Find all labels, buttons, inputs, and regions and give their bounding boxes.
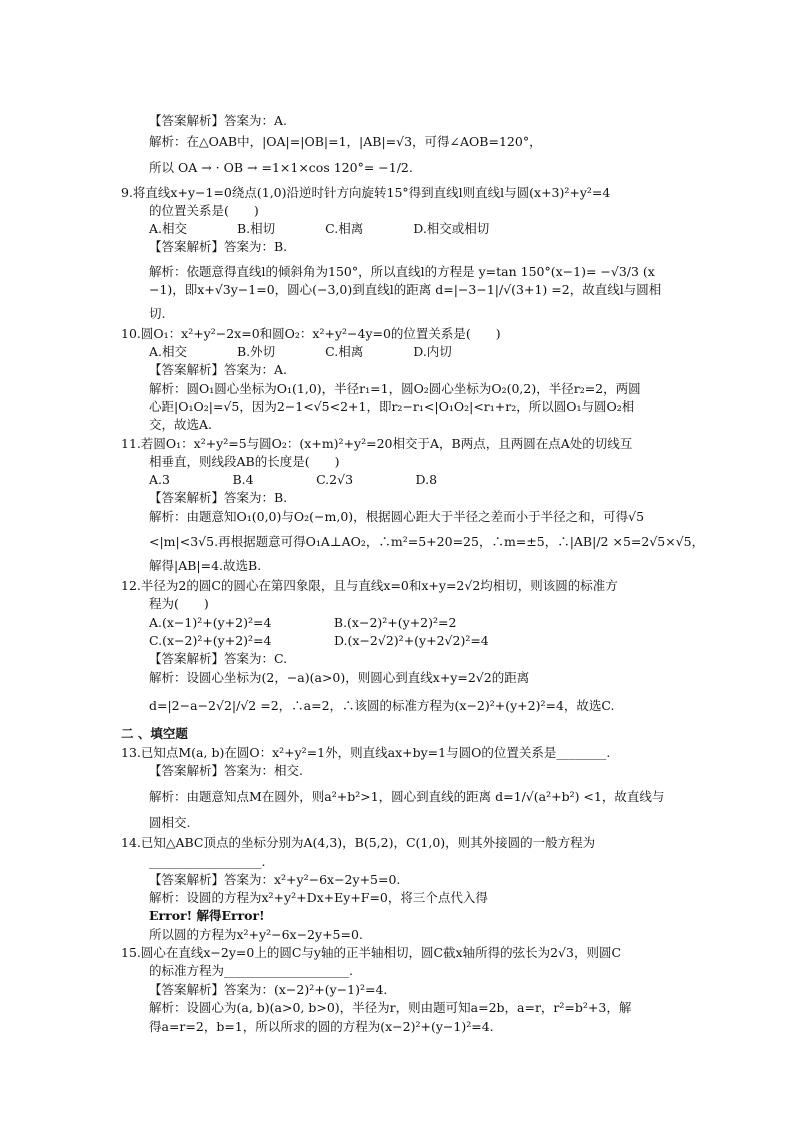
text-line: 解得|AB|=4.故选B. — [149, 558, 262, 573]
text-line: 解析：设圆心为(a, b)(a>0, b>0)，半径为r，则由题可知a=2b，a=r，r²=b²+3，解 — [149, 1000, 632, 1015]
text-line: 所以圆的方程为x²+y²−6x−2y+5=0. — [149, 927, 363, 942]
text-line: A.相交 B.相切 C.相离 D.相交或相切 — [149, 221, 490, 236]
text-line: 解析：设圆的方程为x²+y²+Dx+Ey+F=0，将三个点代入得 — [149, 890, 488, 905]
text-line: 解析：设圆心坐标为(2，−a)(a>0)，则圆心到直线x+y=2√2的距离 — [149, 670, 530, 685]
text-line: 【答案解析】答案为：B. — [149, 490, 288, 505]
text-line: 交，故选A. — [149, 417, 213, 432]
text-line: 圆相交. — [149, 815, 191, 830]
text-line: 11.若圆O₁：x²+y²=5与圆O₂：(x+m)²+y²=20相交于A，B两点，且两圆在点A处的切线互 — [121, 436, 633, 451]
text-line: 得a=r=2，b=1，所以所求的圆的方程为(x−2)²+(y−1)²=4. — [149, 1019, 494, 1034]
text-line: 14.已知△ABC顶点的坐标分别为A(4,3)，B(5,2)，C(1,0)，则其外接圆的一般方程为 — [121, 835, 596, 850]
text-line: A.相交 B.外切 C.相离 D.内切 — [149, 344, 452, 359]
text-line: 解析：由题意知O₁(0,0)与O₂(−m,0)，根据圆心距大于半径之差而小于半径之和，可得√5 — [149, 509, 645, 524]
text-line: 解析：依题意得直线l的倾斜角为150°，所以直线l的方程是 y=tan 150°(x−1)= −√3/3 (x — [149, 264, 655, 279]
text-line: 9.将直线x+y−1=0绕点(1,0)沿逆时针方向旋转15°得到直线l则直线l与圆(x+3)²+y²=4 — [121, 185, 611, 200]
text-line: A.(x−1)²+(y+2)²=4 B.(x−2)²+(y+2)²=2 — [149, 615, 457, 630]
text-line: <|m|<3√5.再根据题意可得O₁A⊥AO₂，∴m²=5+20=25，∴m=±5，∴|AB|/2 ×5=2√5×√5， — [149, 534, 705, 549]
text-line: 二 、填空题 — [121, 726, 188, 741]
text-line: 13.已知点M(a, b)在圆O：x²+y²=1外，则直线ax+by=1与圆O的位置关系是________. — [121, 745, 611, 760]
text-line: 解析：在△OAB中，|OA|=|OB|=1，|AB|=√3，可得∠AOB=120°， — [149, 134, 542, 149]
text-line: 【答案解析】答案为：A. — [149, 362, 288, 377]
text-line: 15.圆心在直线x−2y=0上的圆C与y轴的正半轴相切，圆C截x轴所得的弦长为2√3，则圆C — [121, 945, 622, 960]
text-line: 所以 OA → · OB → =1×1×cos 120°= −1/2. — [149, 160, 413, 175]
text-line: 【答案解析】答案为：x²+y²−6x−2y+5=0. — [149, 872, 401, 887]
text-line: 【答案解析】答案为：C. — [149, 651, 288, 666]
text-line: 程为( ) — [149, 596, 209, 611]
text-line: C.(x−2)²+(y+2)²=4 D.(x−2√2)²+(y+2√2)²=4 — [149, 633, 489, 648]
text-line: __________________. — [149, 854, 266, 869]
text-line: d=|2−a−2√2|/√2 =2，∴a=2，∴该圆的标准方程为(x−2)²+(y+2)²=4，故选C. — [149, 698, 615, 713]
text-line: 【答案解析】答案为：A. — [149, 113, 288, 128]
text-line: 解析：由题意知点M在圆外，则a²+b²>1，圆心到直线的距离 d=1/√(a²+b²) <1，故直线与 — [149, 789, 665, 804]
text-line: 的标准方程为____________________. — [149, 963, 353, 978]
text-line: 解析：圆O₁圆心坐标为O₁(1,0)，半径r₁=1，圆O₂圆心坐标为O₂(0,2)，半径r₂=2，两圆 — [149, 381, 641, 396]
text-line: 【答案解析】答案为：(x−2)²+(y−1)²=4. — [149, 982, 388, 997]
text-line: 相垂直，则线段AB的长度是( ) — [149, 454, 340, 469]
text-line: 10.圆O₁：x²+y²−2x=0和圆O₂：x²+y²−4y=0的位置关系是( ) — [121, 326, 501, 341]
text-line: 切. — [149, 306, 166, 321]
text-line: A.3 B.4 C.2√3 D.8 — [149, 472, 438, 487]
text-line: −1)，即x+√3y−1=0，圆心(−3,0)到直线l的距离 d=|−3−1|/√(3+1) =2，故直线l与圆相 — [149, 282, 662, 297]
text-line: 【答案解析】答案为：相交. — [149, 763, 303, 778]
text-line: 的位置关系是( ) — [149, 203, 259, 218]
text-line: 【答案解析】答案为：B. — [149, 239, 288, 254]
text-line: 心距|O₁O₂|=√5，因为2−1<√5<2+1，即r₂−r₁<|O₁O₂|<r₁+r₂，所以圆O₁与圆O₂相 — [149, 399, 635, 414]
text-line: 12.半径为2的圆C的圆心在第四象限，且与直线x=0和x+y=2√2均相切，则该圆的标准方 — [121, 578, 618, 593]
text-line: Error! 解得Error! — [149, 908, 265, 923]
